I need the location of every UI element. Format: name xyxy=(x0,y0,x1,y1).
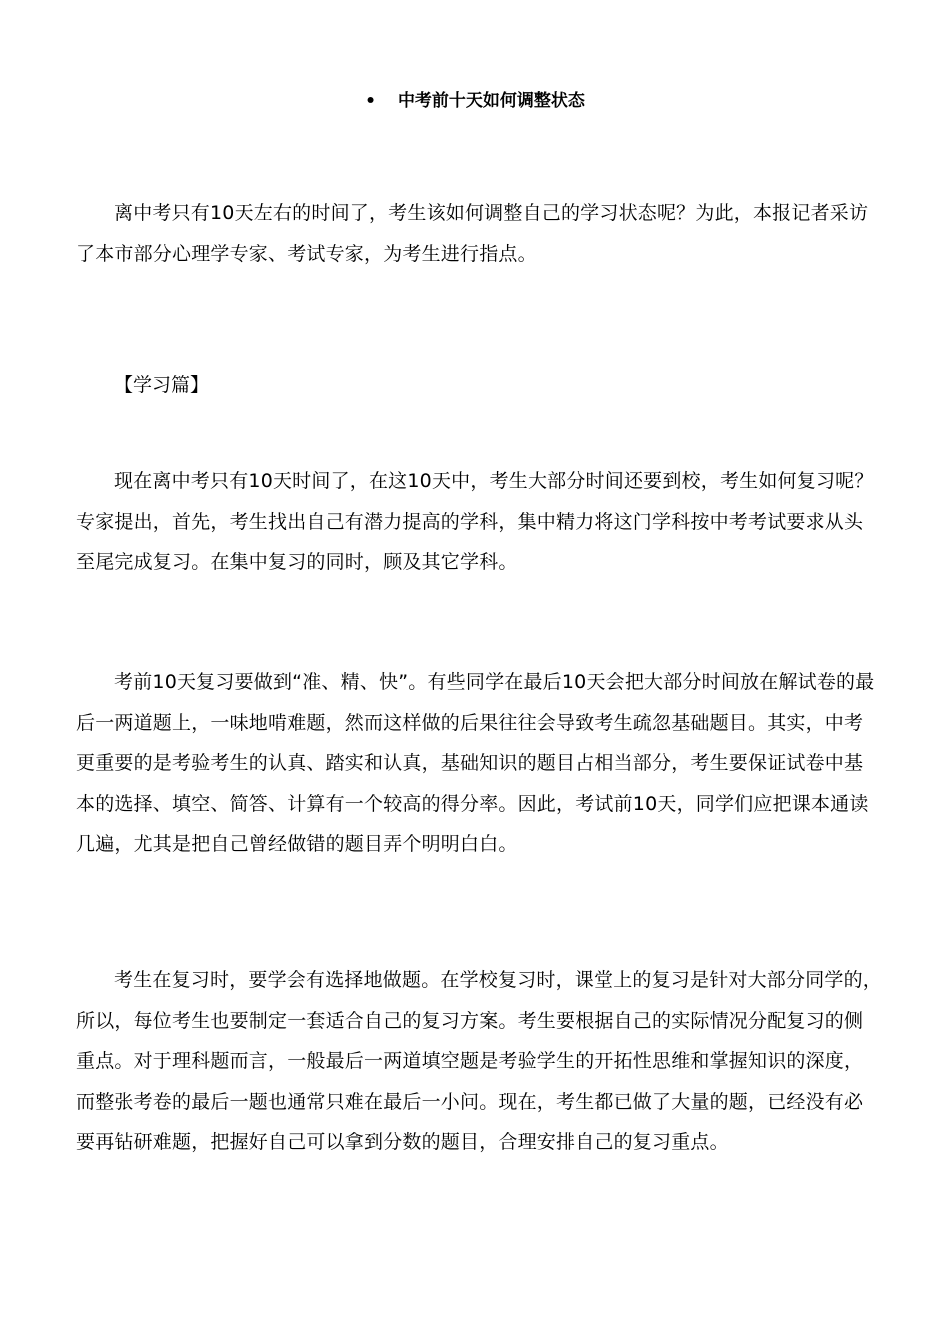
body-paragraph-3: 考生在复习时，要学会有选择地做题。在学校复习时，课堂上的复习是针对大部分同学的，所以，每位考生也要制定一套适合自己的复习方案。考生要根据自己的实际情况分配复习的侧重点。对于理科题而言，一般最后一两道填空题是考验学生的开拓性思维和掌握知识的深度，而整张考卷的最后一题也通常只难在最后一小问。现在，考生都已做了大量的题，已经没有必要再钻研难题，把握好自己可以拿到分数的题目，合理安排自己的复习重点。 xyxy=(76,969,883,1153)
body-paragraph-1: 现在离中考只有10天时间了，在这10天中，考生大部分时间还要到校，考生如何复习呢？专家提出，首先，考生找出自己有潜力提高的学科，集中精力将这门学科按中考考试要求从头至尾完成复习。在集中复习的同时，顾及其它学科。 xyxy=(76,470,874,573)
section-heading-study: 【学习篇】 xyxy=(114,374,210,396)
title-bullet: • xyxy=(365,91,376,111)
document-title: 中考前十天如何调整状态 xyxy=(397,91,585,111)
intro-paragraph: 离中考只有10天左右的时间了，考生该如何调整自己的学习状态呢？为此，本报记者采访了本市部分心理学专家、考试专家，为考生进行指点。 xyxy=(76,202,869,265)
document-title-row xyxy=(0,88,950,114)
body-paragraph-2: 考前10天复习要做到“准、精、快”。有些同学在最后10天会把大部分时间放在解试卷的最后一两道题上，一味地啃难题，然而这样做的后果往往会导致考生疏忽基础题目。其实，中考更重要的是考验考生的认真、踏实和认真，基础知识的题目占相当部分，考生要保证试卷中基本的选择、填空、简答、计算有一个较高的得分率。因此，考试前10天，同学们应把课本通读几遍，尤其是把自己曾经做错的题目弄个明明白白。 xyxy=(76,671,875,855)
